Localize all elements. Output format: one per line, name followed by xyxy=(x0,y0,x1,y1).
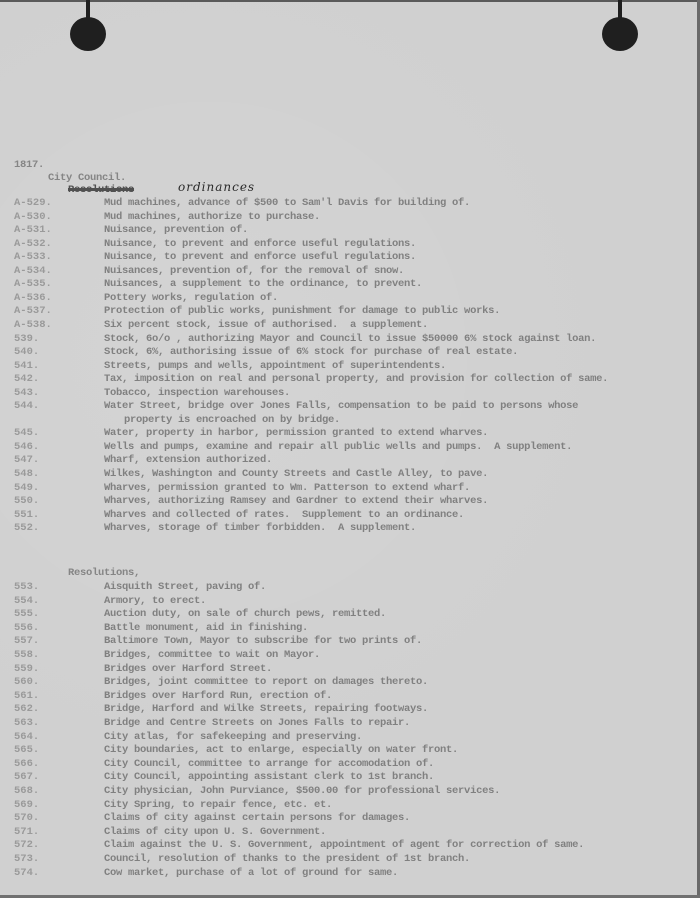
entry-text: Tobacco, inspection warehouses. xyxy=(104,386,291,399)
entry-text: Water Street, bridge over Jones Falls, compensation to be paid to persons whose xyxy=(104,400,579,413)
entry-text: Tax, imposition on real and personal property, and provision for collection of same. xyxy=(104,373,609,386)
list-item xyxy=(0,662,700,676)
list-item xyxy=(0,359,700,373)
entry-text: Mud machines, advance of $500 to Sam'l Davis for building of. xyxy=(104,197,471,209)
list-item xyxy=(0,467,700,481)
entry-number: A-532. xyxy=(14,237,52,250)
entry-text: Six percent stock, issue of authorised. a supplement. xyxy=(104,318,429,331)
entry-number: A-533. xyxy=(14,251,52,264)
year-heading: 1817. xyxy=(14,159,45,171)
entry-text: Council, resolution of thanks to the president of 1st branch. xyxy=(104,853,471,865)
entry-text: Claims of city against certain persons for damages. xyxy=(104,812,411,825)
punch-hole-stem xyxy=(86,0,90,20)
list-item xyxy=(0,223,700,237)
list-item xyxy=(0,345,700,359)
entry-text: Nuisances, prevention of, for the removal of snow. xyxy=(104,264,405,277)
section-heading: City Council. xyxy=(48,172,127,184)
entry-text: Stock, 6o/o , authorizing Mayor and Council to issue $50000 6% stock against loan. xyxy=(104,332,597,345)
entry-text: Wilkes, Washington and County Streets and Castle Alley, to pave. xyxy=(104,468,489,480)
list-item xyxy=(0,825,700,839)
entry-text: Stock, 6%, authorising issue of 6% stock for purchase of real estate. xyxy=(104,346,519,359)
list-item xyxy=(0,250,700,264)
entry-number: 550. xyxy=(14,495,40,508)
list-item xyxy=(0,716,700,730)
struck-out-heading: Resolutions xyxy=(68,184,135,196)
entry-number: 574. xyxy=(14,866,40,879)
list-item xyxy=(0,689,700,703)
entry-text: Wharves, authorizing Ramsey and Gardner to extend their wharves. xyxy=(104,495,489,508)
entry-text: Wharves, storage of timber forbidden. A supplement. xyxy=(104,522,417,535)
entry-number: A-530. xyxy=(14,210,52,223)
entry-number: 568. xyxy=(14,785,40,797)
list-item xyxy=(0,730,700,744)
list-item xyxy=(0,634,700,648)
entry-text: Bridge and Centre Streets on Jones Falls to repair. xyxy=(104,717,411,729)
punch-hole-stem xyxy=(618,0,622,20)
entry-text: City Spring, to repair fence, etc. et. xyxy=(104,798,333,811)
entry-number: 560. xyxy=(14,676,40,689)
list-item xyxy=(0,481,700,495)
entry-number: 546. xyxy=(14,440,40,453)
handwritten-heading: ordinances xyxy=(178,180,256,194)
entry-text: Mud machines, authorize to purchase. xyxy=(104,210,321,223)
list-item xyxy=(0,607,700,621)
entry-number: 555. xyxy=(14,608,40,621)
entry-number: 547. xyxy=(14,454,40,467)
entry-number: 542. xyxy=(14,373,40,386)
list-item xyxy=(0,508,700,522)
list-item xyxy=(0,399,700,427)
entry-number: 539. xyxy=(14,332,40,345)
list-item xyxy=(0,594,700,608)
entry-text: Aisquith Street, paving of. xyxy=(104,581,267,593)
entry-number: A-535. xyxy=(14,278,52,291)
entry-number: 570. xyxy=(14,812,40,825)
entry-number: 569. xyxy=(14,798,40,811)
list-item xyxy=(0,453,700,467)
entry-number: A-538. xyxy=(14,318,52,331)
entry-text: Streets, pumps and wells, appointment of superintendents. xyxy=(104,359,447,372)
entry-number: A-529. xyxy=(14,197,52,209)
entry-text: Wharf, extension authorized. xyxy=(104,454,273,467)
list-item xyxy=(0,372,700,386)
list-item xyxy=(0,770,700,784)
punch-hole-icon xyxy=(602,17,638,51)
entry-number: 540. xyxy=(14,346,40,359)
entry-text: Nuisance, to prevent and enforce useful regulations. xyxy=(104,251,417,264)
list-item xyxy=(0,811,700,825)
entry-number: 563. xyxy=(14,717,40,729)
entry-text: Nuisance, to prevent and enforce useful regulations. xyxy=(104,237,417,250)
entry-number: 544. xyxy=(14,400,40,413)
entry-text: Auction duty, on sale of church pews, remitted. xyxy=(104,608,387,621)
entry-text: Bridge, Harford and Wilke Streets, repairing footways. xyxy=(104,703,429,716)
entry-text: Wells and pumps, examine and repair all public wells and pumps. A supplement. xyxy=(104,440,573,453)
list-item xyxy=(0,440,700,454)
entry-number: 552. xyxy=(14,522,40,535)
list-item xyxy=(0,210,700,224)
list-item xyxy=(0,852,700,866)
list-item xyxy=(0,237,700,251)
entry-number: 548. xyxy=(14,468,40,480)
entry-text: Bridges, committee to wait on Mayor. xyxy=(104,649,321,661)
entry-number: 541. xyxy=(14,359,40,372)
entry-continuation: property is encroached on by bridge. xyxy=(124,414,341,427)
entry-text: Protection of public works, punishment for damage to public works. xyxy=(104,305,501,318)
list-item xyxy=(0,675,700,689)
entry-number: A-537. xyxy=(14,305,52,318)
list-item xyxy=(0,304,700,318)
entry-text: Nuisance, prevention of. xyxy=(104,224,249,237)
entry-text: Cow market, purchase of a lot of ground for same. xyxy=(104,866,399,879)
entry-number: 545. xyxy=(14,427,40,440)
entry-text: Bridges, joint committee to report on damages thereto. xyxy=(104,676,429,689)
list-item xyxy=(0,318,700,332)
list-item xyxy=(0,264,700,278)
entry-text: Baltimore Town, Mayor to subscribe for two prints of. xyxy=(104,635,423,648)
list-item xyxy=(0,494,700,508)
list-item xyxy=(0,784,700,798)
list-item xyxy=(0,621,700,635)
entry-number: 564. xyxy=(14,730,40,743)
punch-hole-icon xyxy=(70,17,106,51)
entry-number: 551. xyxy=(14,508,40,521)
entry-text: Pottery works, regulation of. xyxy=(104,291,279,304)
entry-text: Wharves and collected of rates. Supplement to an ordinance. xyxy=(104,508,465,521)
list-item xyxy=(0,866,700,880)
list-item xyxy=(0,757,700,771)
list-item xyxy=(0,332,700,346)
entry-text: City atlas, for safekeeping and preserving. xyxy=(104,730,363,743)
entry-text: City Council, committee to arrange for accomodation of. xyxy=(104,757,435,770)
entry-number: 558. xyxy=(14,649,40,661)
entry-number: 543. xyxy=(14,386,40,399)
entry-text: City boundaries, act to enlarge, especially on water front. xyxy=(104,744,459,757)
entry-text: Battle monument, aid in finishing. xyxy=(104,621,309,634)
list-item xyxy=(0,521,700,535)
entry-number: A-536. xyxy=(14,291,52,304)
list-item xyxy=(0,426,700,440)
list-item xyxy=(0,291,700,305)
list-item xyxy=(0,648,700,662)
entry-number: 567. xyxy=(14,771,40,784)
entry-number: 559. xyxy=(14,662,40,675)
entry-text: Bridges over Harford Street. xyxy=(104,662,273,675)
entry-text: Wharves, permission granted to Wm. Patterson to extend wharf. xyxy=(104,481,471,494)
entry-text: Armory, to erect. xyxy=(104,594,207,607)
entry-number: 566. xyxy=(14,757,40,770)
entry-text: City physician, John Purviance, $500.00 for professional services. xyxy=(104,785,501,797)
entry-number: 562. xyxy=(14,703,40,716)
entry-text: Claims of city upon U. S. Government. xyxy=(104,825,327,838)
entry-number: 573. xyxy=(14,853,40,865)
list-item xyxy=(0,798,700,812)
entry-text: Claim against the U. S. Government, appointment of agent for correction of same. xyxy=(104,839,585,852)
entry-number: A-534. xyxy=(14,264,52,277)
entry-number: 553. xyxy=(14,581,40,593)
entry-number: 565. xyxy=(14,744,40,757)
list-item xyxy=(0,838,700,852)
entry-number: 557. xyxy=(14,635,40,648)
list-item xyxy=(0,196,700,210)
entry-number: A-531. xyxy=(14,224,52,237)
entry-number: 549. xyxy=(14,481,40,494)
entry-text: Bridges over Harford Run, erection of. xyxy=(104,689,333,702)
entry-number: 571. xyxy=(14,825,40,838)
entry-text: City Council, appointing assistant clerk to 1st branch. xyxy=(104,771,435,784)
entry-number: 554. xyxy=(14,594,40,607)
list-item xyxy=(0,743,700,757)
entry-number: 556. xyxy=(14,621,40,634)
list-item xyxy=(0,580,700,594)
list-item xyxy=(0,277,700,291)
entry-number: 561. xyxy=(14,689,40,702)
entry-text: Nuisances, a supplement to the ordinance, to prevent. xyxy=(104,278,423,291)
list-item xyxy=(0,386,700,400)
page-top-edge xyxy=(0,0,700,2)
entry-text: Water, property in harbor, permission granted to extend wharves. xyxy=(104,427,489,440)
resolutions-heading: Resolutions, xyxy=(68,567,141,579)
list-item xyxy=(0,702,700,716)
entry-number: 572. xyxy=(14,839,40,852)
